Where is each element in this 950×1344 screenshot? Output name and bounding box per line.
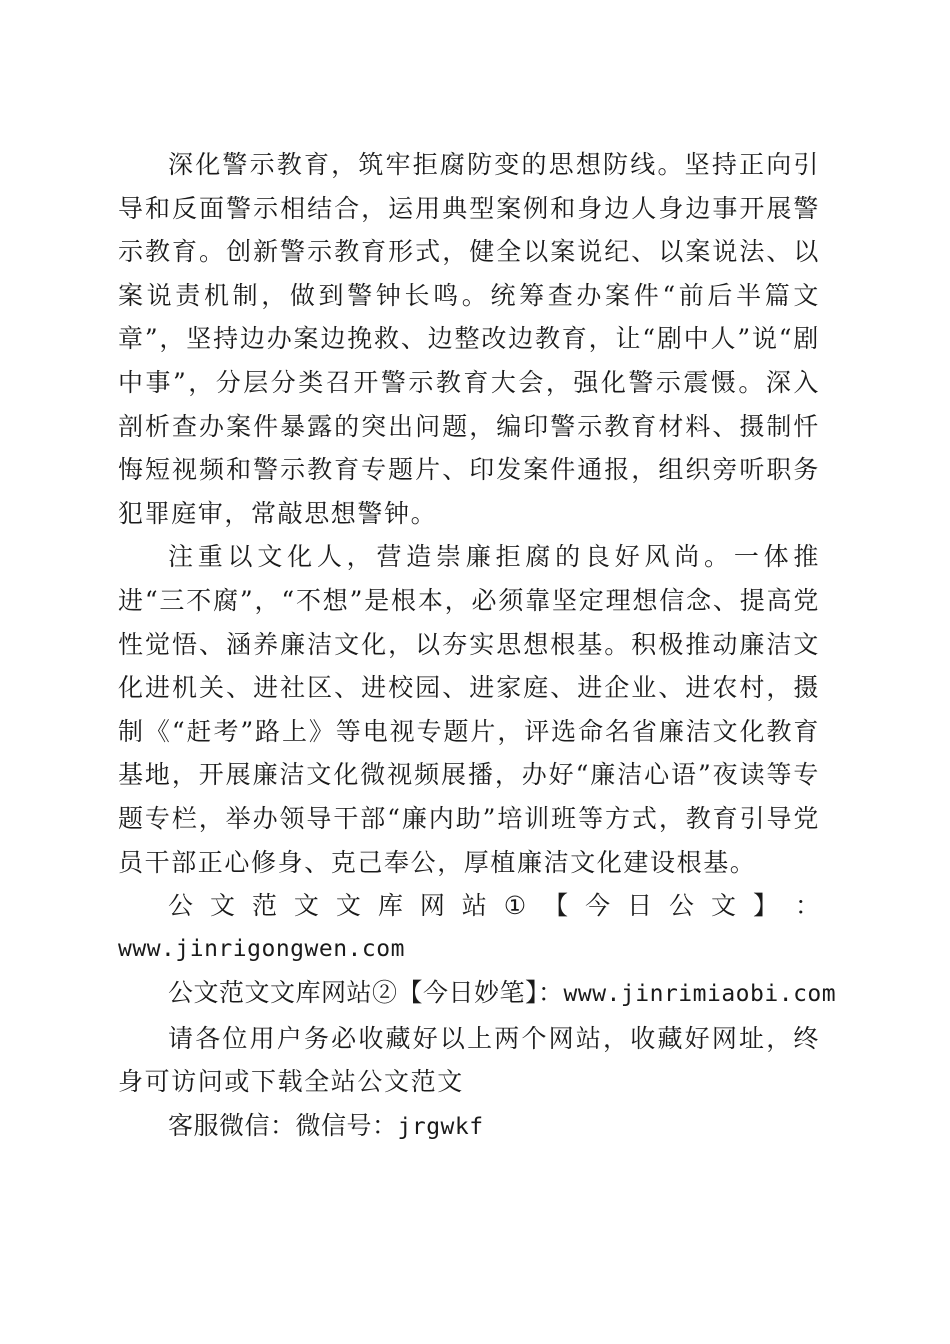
site1-char: 】 [752,891,778,921]
site2-line [118,971,837,1017]
site1-char: 今 [585,891,611,921]
site1-char: ： [794,891,820,921]
paragraph-clean-culture: 注重以文化人，营造崇廉拒腐的良好风尚。一体推进“三不腐”，“不想”是根本，必须靠坚定理想信念、提高党性觉悟、涵养廉洁文化，以夯实思想根基。积极推动廉洁文化进机关、进社区、进校园、进家庭、进企业、进农村，摄制《“赶考”路上》等电视专题片，评选命名省廉洁文化教育基地，开展廉洁文化微视频展播，办好“廉洁心语”夜读等专题专栏，举办领导干部“廉内助”培训班等方式，教育引导党员干部正心修身、克己奉公，厚植廉洁文化建设根基。 [118,542,820,877]
site1-char: 站 [461,891,487,921]
site1-char: 公 [669,891,695,921]
site1-char: 文 [711,891,737,921]
site1-char: 范 [251,891,277,921]
site2-prefix: 公文范文文库网站②【今日妙笔】： [168,978,564,1008]
site1-url[interactable]: www.jinrigongwen.com [118,935,405,962]
site1-line [118,884,820,928]
site1-char: 文 [293,891,319,921]
site2-url[interactable]: www.jinrimiaobi.com [563,981,837,1008]
paragraph-warning-education: 深化警示教育，筑牢拒腐防变的思想防线。坚持正向引导和反面警示相结合，运用典型案例和身边人身边事开展警示教育。创新警示教育形式，健全以案说纪、以案说法、以案说责机制，做到警钟长鸣。统筹查办案件“前后半篇文章”，坚持边办案边挽救、边整改边教育，让“剧中人”说“剧中事”，分层分类召开警示教育大会，强化警示震慑。深入剖析查办案件暴露的突出问题，编印警示教育材料、摄制忏悔短视频和警示教育专题片、印发案件通报，组织旁听职务犯罪庭审，常敲思想警钟。 [118,150,820,528]
document-page [118,143,837,1150]
site1-char: 日 [627,891,653,921]
site1-char: 文 [335,891,361,921]
service-id: jrgwkf [397,1114,484,1141]
site1-char: 【 [543,891,569,921]
site1-char: 库 [377,891,403,921]
notice-paragraph: 请各位用户务必收藏好以上两个网站，收藏好网址，终身可访问或下载全站公文范文 [118,1023,820,1097]
site1-char: 公 [168,891,194,921]
service-line [118,1104,820,1150]
service-label: 客服微信：微信号： [168,1111,398,1141]
site1-char: 网 [419,891,445,921]
site1-char: ① [503,891,527,921]
site1-char: 文 [209,891,235,921]
